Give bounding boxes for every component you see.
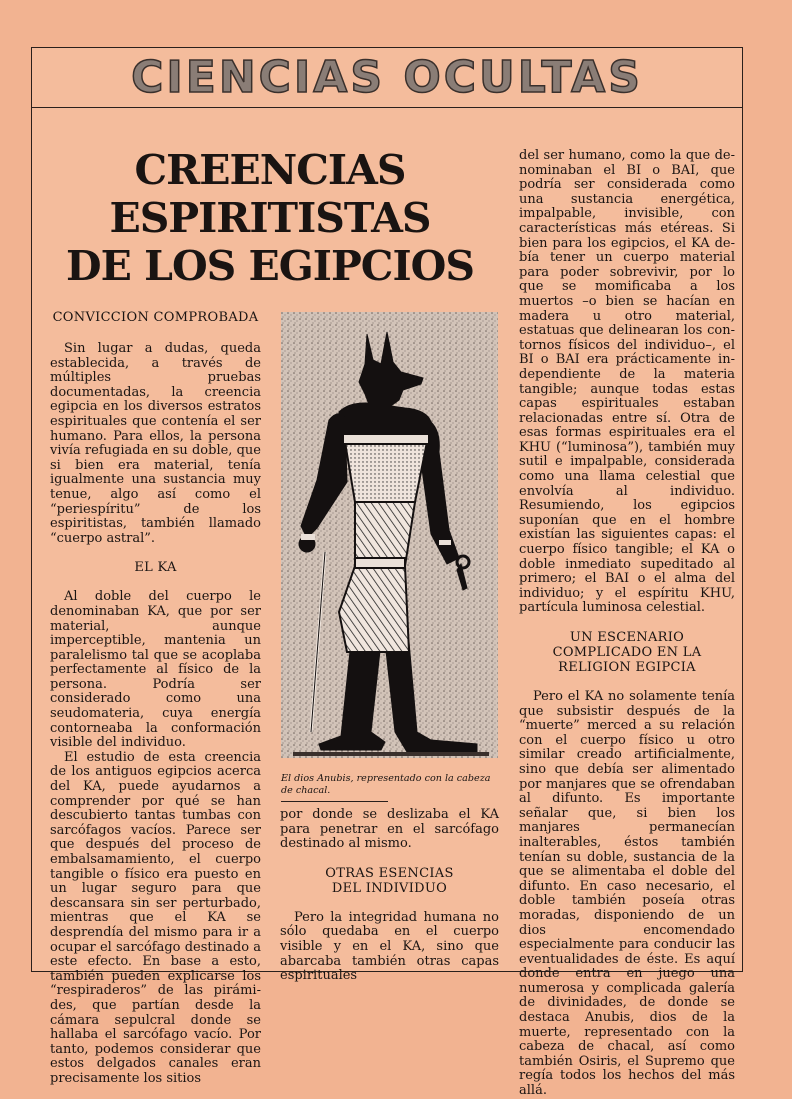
subheading-ka: EL KA	[134, 560, 177, 576]
paragraph: Sin lugar a dudas, queda establecida, a través de múltiples pruebas documentadas, la creencia egipcia en los diversos estratos espirituales que contenía el ser humano. Para ellos, la persona vivía refugiada en su doble, que si bien era material, tenía igualmente una sustancia muy tenue, algo así como el “periespíritu” de los espiritistas, también llamado “cuerpo astral”.	[50, 341, 261, 546]
magazine-page	[31, 47, 743, 1099]
paragraph: por donde se deslizaba el KA para penetrar en el sarcófago destinado al mismo.	[280, 807, 499, 852]
subheading-otras-esencias: OTRAS ESENCIAS DEL INDIVIDUO	[325, 865, 454, 896]
section-title: CIENCIAS OCULTAS	[131, 51, 643, 103]
headline-line-2: ESPIRITISTAS	[109, 194, 431, 242]
caption-rule	[281, 801, 388, 802]
column-2	[280, 808, 499, 984]
paragraph: del ser humano, como la que denominaban el BI o BAI, que podría ser considerada como una sustancia energética, impalpable, invisible, con características más etéreas. Si bien para los egipcios, el KA debía tener un cuerpo material para poder sobrevivir, por lo que se momificaba a los muertos –o bien se hacían en madera u otro material, estatuas que delinearan los contornos físicos del individuo–, el BI o BAI era prácticamente independiente de la materia tangible; aunque todas estas capas espirituales estaban relacionadas entre sí. Otra de esas formas espirituales era el KHU (“luminosa”), también muy sutil e impalpable, considerada como una llama celestial que envolvía al individuo. Resumiendo, los egipcios suponían que en el hombre existían las siguientes capas: el cuerpo físico tangible; el KA o doble inmediato supeditado al primero; el BAI o el alma del individuo; y el espíritu KHU, partícula luminosa celestial.	[519, 148, 735, 616]
anubis-figure-svg	[281, 312, 498, 758]
paragraph: Pero el KA no solamente tenía que subsistir después de la “muerte” merced a su relación con el cuerpo físico u otro similar creado artificialmente, sino que debía ser alimentado por manjares que se ofrendaban al difunto. Es importante señalar que, si bien los manjares permanecían inalterables, éstos también tenían su doble, sustancia de la que se alimentaba el doble del difunto. En caso necesario, el doble también poseía otras moradas, disponiendo de un dios encomendado especialmente para conducir las eventualidades de éste. Es aquí donde entra en juego una numerosa y complicada galería de divinidades, de donde se destaca Anubis, dios de la muerte, representado con la cabeza de chacal, así como también Osiris, el Supremo que regía todos los hechos del más allá.	[519, 689, 735, 1099]
subheading-conviccion: CONVICCION COMPROBADA	[52, 310, 259, 325]
section-banner	[32, 48, 742, 108]
subheading-escenario: UN ESCENARIO COMPLICADO EN LA RELIGION EGIPCIA	[552, 630, 702, 675]
article-headline	[50, 146, 490, 290]
paragraph: Pero la integridad humana no sólo quedaba en el cuerpo visible y en el KA, sino que abarcaba también otras capas espirituales	[280, 909, 499, 984]
figure-caption: El dios Anubis, representado con la cabeza de chacal.	[281, 773, 491, 796]
anubis-illustration	[281, 312, 498, 758]
paragraph: Al doble del cuerpo le denominaban KA, que por ser material, aunque imperceptible, mantenia un paralelismo tal que se acoplaba perfectamente al físico de la persona. Podría ser considerado como una seudomateria, cuya energía contorneaba la conformación visible del individuo.	[50, 589, 261, 751]
headline-line-3: DE LOS EGIPCIOS	[66, 242, 474, 290]
headline-line-1: CREENCIAS	[134, 146, 406, 194]
column-3	[519, 149, 735, 1099]
paragraph: El estudio de esta creencia de los antiguos egipcios acerca del KA, puede ayudarnos a comprender por qué se han descubierto tantas tumbas con sarcófagos vacíos. Parece ser que después del proceso de embalsamamiento, el cuerpo tangible o físico era puesto en un lugar seguro para que descansara sin ser perturbado, mientras que el KA se desprendía del mismo para ir a ocupar el sarcófago destinado a este efecto. En base a esto, también pueden explicarse los “respiraderos” de las pirámides, que partían desde la cámara sepulcral donde se hallaba el sarcófago vacío. Por tanto, podemos considerar que estos delgados canales eran precisamente los sitios	[50, 749, 261, 1086]
column-1	[50, 310, 261, 1087]
